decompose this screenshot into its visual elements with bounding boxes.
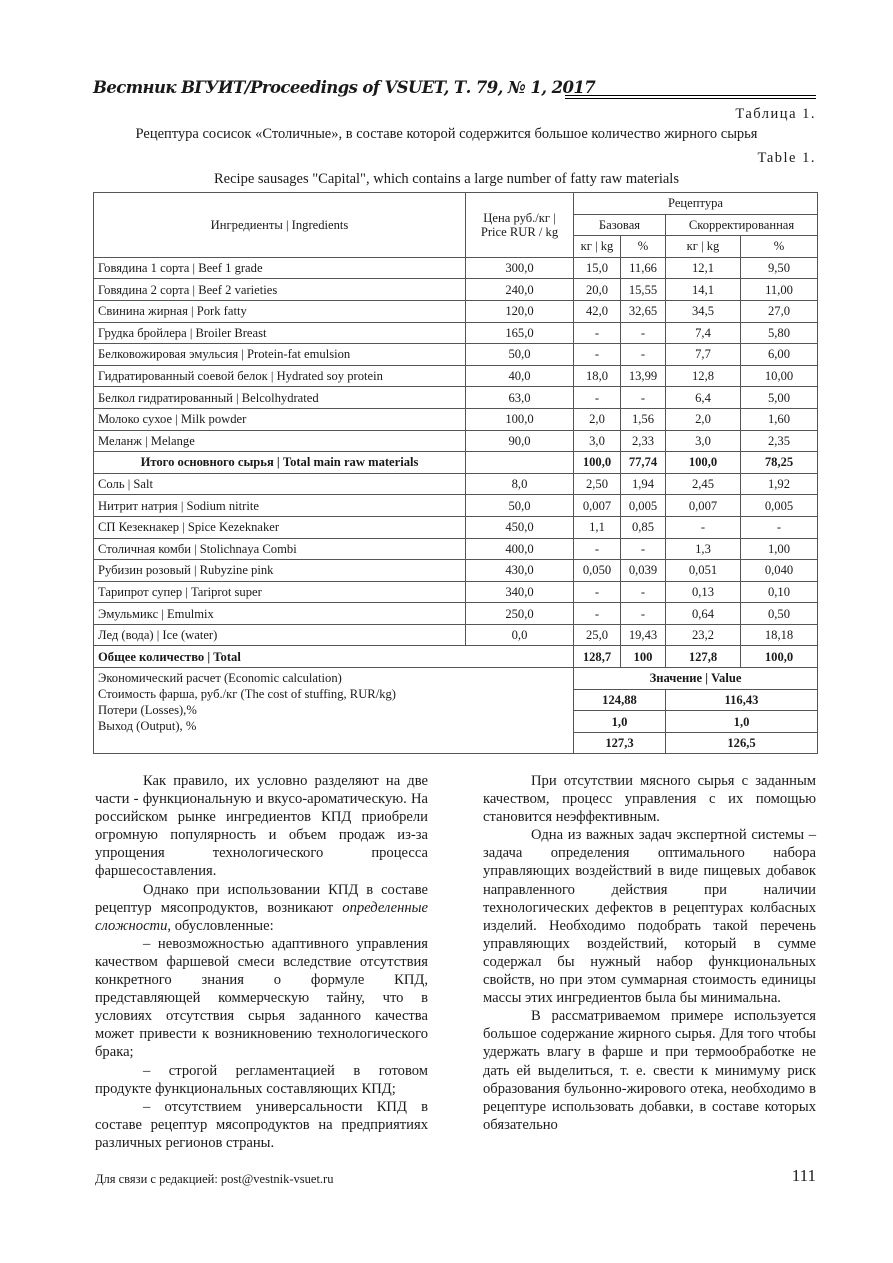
table-row (94, 257, 818, 279)
ingredient-name: Нитрит натрия | Sodium nitrite (94, 495, 466, 517)
ingredient-name: Белковожировая эмульсия | Protein-fat emulsion (94, 344, 466, 366)
corr-kg-cell: 14,1 (666, 279, 741, 301)
table-row (94, 560, 818, 582)
table-row (94, 495, 818, 517)
paragraph: При отсутствии мясного сырья с заданным качеством, процесс управления с их помощью становится неэффективным. (483, 773, 816, 826)
base-pct-cell: - (621, 603, 666, 625)
base-pct-cell: 0,039 (621, 560, 666, 582)
base-kg-cell: 1,1 (574, 516, 621, 538)
table-row (94, 603, 818, 625)
economic-label-cost: Стоимость фарша, руб./кг (The cost of stuffing, RUR/kg) (98, 687, 396, 702)
total-label: Общее количество | Total (94, 646, 574, 668)
output-base: 127,3 (574, 732, 666, 754)
bullet-item: – строгой регламентацией в готовом продукте функциональных составляющих КПД; (95, 1062, 428, 1097)
corr-pct-cell: 0,005 (741, 495, 818, 517)
base-pct-cell: 2,33 (621, 430, 666, 452)
base-pct-cell: 19,43 (621, 624, 666, 646)
price-cell: 50,0 (466, 495, 574, 517)
base-pct-cell: - (621, 344, 666, 366)
header-rule (565, 95, 816, 96)
price-cell: 400,0 (466, 538, 574, 560)
paragraph: В рассматриваемом примере используется большое содержание жирного сырья. Для того чтобы удержать влагу в фарше и при термообработке не дать ей выделиться, т. е. свести к минимуму риск образования бульонно-жирового отека, необходимо в рецептуре использовать добавки, в составе которых обязательно (483, 1008, 816, 1133)
corr-pct-cell: 1,92 (741, 473, 818, 495)
losses-base: 1,0 (574, 711, 666, 733)
table-row (94, 387, 818, 409)
header-recipe: Рецептура (574, 193, 818, 215)
output-corrected: 126,5 (666, 732, 818, 754)
table-title-en: Recipe sausages "Capital", which contains a large number of fatty raw materials (214, 171, 679, 187)
running-header (93, 78, 816, 104)
base-pct-cell: 1,94 (621, 473, 666, 495)
base-kg-cell: 2,0 (574, 408, 621, 430)
bullet-item: – отсутствием универсальности КПД в составе рецептур мясопродуктов на предприятиях различных регионов страны. (95, 1098, 428, 1151)
table-row (94, 581, 818, 603)
base-pct-cell: 1,56 (621, 408, 666, 430)
table-row (94, 344, 818, 366)
economic-label-losses: Потери (Losses),% (98, 703, 197, 718)
corr-pct-cell: 11,00 (741, 279, 818, 301)
body-column-left (95, 772, 428, 1152)
page-number: 111 (791, 1166, 816, 1185)
paragraph: Как правило, их условно разделяют на две части - функциональную и вкусо-ароматическую. На российском рынке ингредиентов КПД приобрели огромную популярность и объем продаж из-за упрощения технологического процесса фаршесоставления. (95, 773, 428, 880)
base-pct-cell: 11,66 (621, 257, 666, 279)
table-row (94, 516, 818, 538)
subtotal-row (94, 452, 818, 474)
cost-corrected: 116,43 (666, 689, 818, 711)
base-pct-cell: 15,55 (621, 279, 666, 301)
base-kg-cell: 20,0 (574, 279, 621, 301)
table-label-ru: Таблица 1. (735, 106, 816, 122)
corr-kg-cell: 0,64 (666, 603, 741, 625)
ingredient-name: Белкол гидратированный | Belcolhydrated (94, 387, 466, 409)
corr-kg-cell: 3,0 (666, 430, 741, 452)
economic-title: Экономический расчет (Economic calculation) (98, 671, 342, 686)
corr-kg-cell: 23,2 (666, 624, 741, 646)
losses-corrected: 1,0 (666, 711, 818, 733)
ingredient-name: Свинина жирная | Pork fatty (94, 300, 466, 322)
bullet-item: – невозможностью адаптивного управления качеством фаршевой смеси вследствие отсутствия конкретного знания о формуле КПД, представляющей коммерческую тайну, что в условиях отсутствия сырья заданного качества может привести к возникновению технологического брака; (95, 935, 428, 1061)
header-corrected: Скорректированная (666, 214, 818, 236)
base-kg-cell: 42,0 (574, 300, 621, 322)
corr-kg-cell: 0,007 (666, 495, 741, 517)
base-pct-cell: - (621, 387, 666, 409)
price-cell: 8,0 (466, 473, 574, 495)
total-base-kg: 128,7 (574, 646, 621, 668)
corr-pct-cell: 6,00 (741, 344, 818, 366)
base-kg-cell: - (574, 387, 621, 409)
table-row (94, 365, 818, 387)
corr-kg-cell: 7,4 (666, 322, 741, 344)
price-cell: 300,0 (466, 257, 574, 279)
ingredient-name: Эмульмикс | Emulmix (94, 603, 466, 625)
corr-kg-cell: 0,13 (666, 581, 741, 603)
economic-header-row (94, 668, 818, 690)
subtotal-label: Итого основного сырья | Total main raw materials (94, 452, 466, 474)
base-pct-cell: - (621, 538, 666, 560)
price-cell: 63,0 (466, 387, 574, 409)
body-column-right (483, 772, 816, 1134)
table-row (94, 624, 818, 646)
total-corr-pct: 100,0 (741, 646, 818, 668)
subtotal-base-kg: 100,0 (574, 452, 621, 474)
corr-pct-cell: 27,0 (741, 300, 818, 322)
base-kg-cell: 15,0 (574, 257, 621, 279)
header-rule-thin (565, 98, 816, 99)
price-cell: 90,0 (466, 430, 574, 452)
corr-pct-cell: 0,50 (741, 603, 818, 625)
header-price: Цена руб./кг | Price RUR / kg (466, 193, 574, 258)
base-pct-cell: - (621, 581, 666, 603)
economic-value-header: Значение | Value (574, 668, 818, 690)
base-kg-cell: - (574, 581, 621, 603)
header-base-pct: % (621, 236, 666, 258)
ingredient-name: Гидратированный соевой белок | Hydrated soy protein (94, 365, 466, 387)
table-title-ru: Рецептура сосисок «Столичные», в составе которой содержится большое количество жирного сырья (135, 126, 758, 142)
base-pct-cell: 0,85 (621, 516, 666, 538)
corr-kg-cell: 12,8 (666, 365, 741, 387)
subtotal-corr-pct: 78,25 (741, 452, 818, 474)
ingredient-name: Соль | Salt (94, 473, 466, 495)
base-kg-cell: - (574, 344, 621, 366)
price-cell: 50,0 (466, 344, 574, 366)
base-pct-cell: - (621, 322, 666, 344)
base-kg-cell: 2,50 (574, 473, 621, 495)
corr-pct-cell: 0,040 (741, 560, 818, 582)
ingredient-name: Столичная комби | Stolichnaya Combi (94, 538, 466, 560)
ingredient-name: Тарипрот супер | Tariprot super (94, 581, 466, 603)
base-kg-cell: 25,0 (574, 624, 621, 646)
ingredient-name: Говядина 2 сорта | Beef 2 varieties (94, 279, 466, 301)
header-corr-kg: кг | kg (666, 236, 741, 258)
base-kg-cell: 18,0 (574, 365, 621, 387)
paragraph (95, 881, 428, 935)
price-cell: 340,0 (466, 581, 574, 603)
ingredient-name: Лед (вода) | Ice (water) (94, 624, 466, 646)
base-kg-cell: 3,0 (574, 430, 621, 452)
corr-kg-cell: 1,3 (666, 538, 741, 560)
price-cell: 100,0 (466, 408, 574, 430)
economic-label-output: Выход (Output), % (98, 719, 197, 734)
price-cell: 430,0 (466, 560, 574, 582)
base-pct-cell: 0,005 (621, 495, 666, 517)
corr-pct-cell: 1,60 (741, 408, 818, 430)
cost-base: 124,88 (574, 689, 666, 711)
corr-pct-cell: 0,10 (741, 581, 818, 603)
paragraph: Одна из важных задач экспертной системы – задача определения оптимального набора управляющих воздействий в виде пищевых добавок направленного действия при наличии технологических дефектов в рецептурах колбасных изделий. Необходимо подобрать такой перечень управляющих воздействий, который в сумме содержал бы нужный набор функциональных свойств, но при этом суммарная стоимость единицы массы этих ингредиентов была бы минимальна. (483, 827, 816, 1007)
corr-pct-cell: 5,80 (741, 322, 818, 344)
corr-pct-cell: - (741, 516, 818, 538)
header-base-kg: кг | kg (574, 236, 621, 258)
corr-pct-cell: 10,00 (741, 365, 818, 387)
recipe-table (93, 192, 818, 754)
table-row (94, 279, 818, 301)
corr-pct-cell: 5,00 (741, 387, 818, 409)
emphasis: определенные сложности (95, 899, 428, 934)
ingredient-name: Грудка бройлера | Broiler Breast (94, 322, 466, 344)
corr-kg-cell: 34,5 (666, 300, 741, 322)
corr-pct-cell: 18,18 (741, 624, 818, 646)
price-cell: 165,0 (466, 322, 574, 344)
subtotal-price (466, 452, 574, 474)
table-row (94, 430, 818, 452)
ingredient-name: Рубизин розовый | Rubyzine pink (94, 560, 466, 582)
table-row (94, 300, 818, 322)
ingredient-name: Говядина 1 сорта | Beef 1 grade (94, 257, 466, 279)
base-kg-cell: - (574, 538, 621, 560)
table-label-en: Table 1. (757, 150, 816, 166)
corr-pct-cell: 9,50 (741, 257, 818, 279)
price-cell: 240,0 (466, 279, 574, 301)
table-row (94, 538, 818, 560)
price-cell: 450,0 (466, 516, 574, 538)
corr-pct-cell: 1,00 (741, 538, 818, 560)
corr-kg-cell: 2,0 (666, 408, 741, 430)
price-cell: 40,0 (466, 365, 574, 387)
ingredient-name: Меланж | Melange (94, 430, 466, 452)
footer-contact: Для связи с редакцией: post@vestnik-vsuet.ru (95, 1172, 334, 1186)
base-kg-cell: 0,007 (574, 495, 621, 517)
base-kg-cell: - (574, 322, 621, 344)
base-kg-cell: - (574, 603, 621, 625)
ingredient-name: СП Кезекнакер | Spice Kezeknaker (94, 516, 466, 538)
corr-pct-cell: 2,35 (741, 430, 818, 452)
header-ingredients: Ингредиенты | Ingredients (94, 193, 466, 258)
corr-kg-cell: - (666, 516, 741, 538)
corr-kg-cell: 7,7 (666, 344, 741, 366)
price-cell: 120,0 (466, 300, 574, 322)
base-kg-cell: 0,050 (574, 560, 621, 582)
journal-title: Вестник ВГУИТ/Proceedings of VSUET, Т. 79, № 1, 2017 (93, 78, 596, 97)
price-cell: 0,0 (466, 624, 574, 646)
base-pct-cell: 13,99 (621, 365, 666, 387)
table-row (94, 408, 818, 430)
header-corr-pct: % (741, 236, 818, 258)
corr-kg-cell: 0,051 (666, 560, 741, 582)
total-corr-kg: 127,8 (666, 646, 741, 668)
subtotal-base-pct: 77,74 (621, 452, 666, 474)
subtotal-corr-kg: 100,0 (666, 452, 741, 474)
table-row (94, 322, 818, 344)
total-base-pct: 100 (621, 646, 666, 668)
corr-kg-cell: 2,45 (666, 473, 741, 495)
corr-kg-cell: 12,1 (666, 257, 741, 279)
economic-labels (94, 668, 574, 754)
table-row (94, 473, 818, 495)
price-cell: 250,0 (466, 603, 574, 625)
ingredient-name: Молоко сухое | Milk powder (94, 408, 466, 430)
corr-kg-cell: 6,4 (666, 387, 741, 409)
header-base: Базовая (574, 214, 666, 236)
paragraph-text: , обусловленные: (167, 917, 274, 934)
total-row (94, 646, 818, 668)
base-pct-cell: 32,65 (621, 300, 666, 322)
paragraph-text: Однако при использовании КПД в составе рецептур мясопродуктов, возникают (95, 881, 428, 916)
